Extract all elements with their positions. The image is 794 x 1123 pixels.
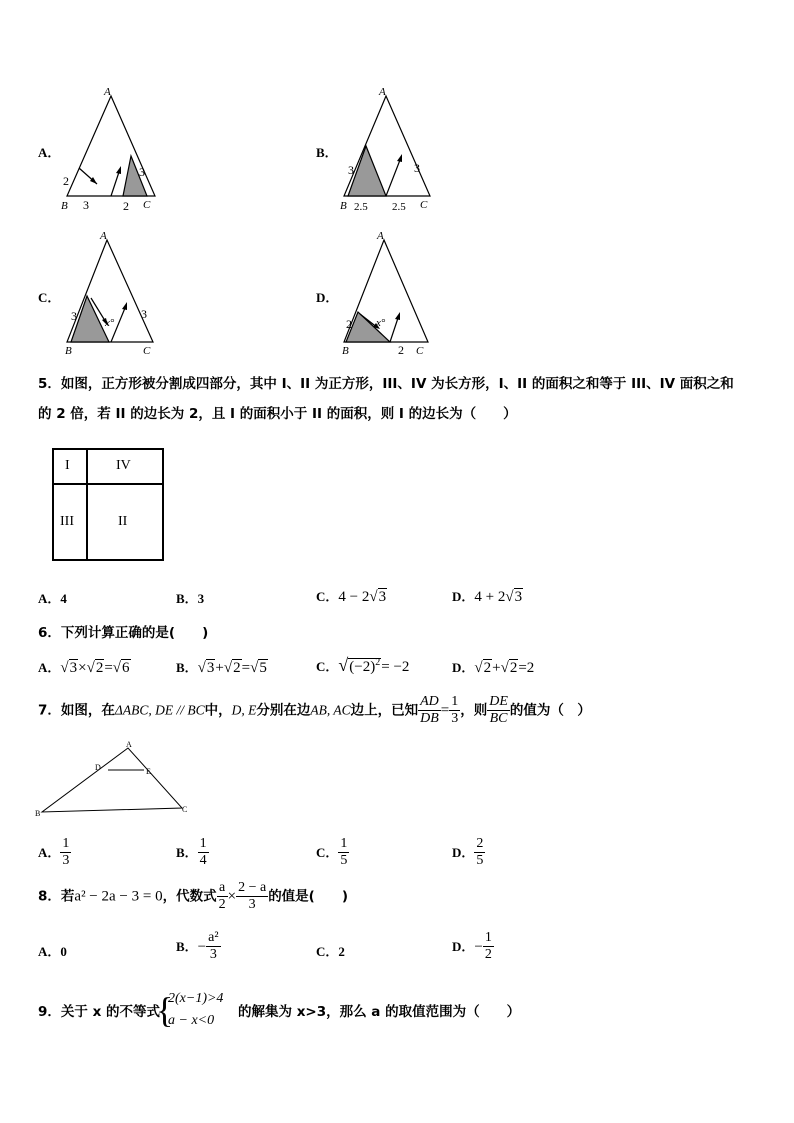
triangle-figure-d <box>334 228 444 358</box>
label-len: 3 <box>348 163 354 177</box>
option-d: D． $\frac{2}{5}$ <box>452 836 484 868</box>
option-c: C．$√(-2)^2= -2$ <box>316 655 410 675</box>
label-b: B <box>35 809 41 818</box>
label-angle: x° <box>376 317 386 329</box>
fraction: $\frac{AD}{DB}$ <box>420 694 439 726</box>
fraction: $\frac{DE}{BC}$ <box>489 694 508 726</box>
label-b: B <box>61 200 68 212</box>
label-angle: x° <box>105 317 115 329</box>
label-len: 2 <box>123 199 129 212</box>
label-len: 3 <box>83 198 89 212</box>
option-c: C． $\frac{1}{5}$ <box>316 836 348 868</box>
label-a: A <box>100 230 107 242</box>
label-len: 3 <box>71 309 77 323</box>
option-a: A．0 <box>38 944 67 959</box>
option-b: B．√3+√2=√5 <box>176 660 267 676</box>
label-len: 3 <box>414 161 420 175</box>
option-letter: A． <box>38 145 61 160</box>
question-5-stem <box>38 374 768 424</box>
label-c: C <box>143 199 151 211</box>
label-len: 3 <box>139 165 145 179</box>
label-len: 3 <box>141 307 147 321</box>
square-figure <box>52 448 164 561</box>
option-letter: D． <box>316 290 339 305</box>
option-letter: B． <box>316 145 338 160</box>
triangle-figure-b <box>334 84 444 212</box>
label-b: B <box>340 200 347 212</box>
label-c: C <box>416 345 424 357</box>
triangle-figure-c <box>55 228 165 358</box>
option-c: C．4 − 2√3 <box>316 589 387 605</box>
cell-label-i: I <box>65 458 70 473</box>
question-7-stem: 7．如图，在ΔABC, DE // BC中，D, E分别在边AB, AC边上，已知 $\frac{AD}{DB}$ = $\frac{1}{3}$ ，则 $\frac{DE}{BC}$ 的值为（ ） <box>38 694 591 726</box>
question-6-stem: 6．下列计算正确的是( ) <box>38 625 209 641</box>
label-c: C <box>182 805 188 814</box>
label-b: B <box>65 345 72 357</box>
option-c: C．2 <box>316 944 345 959</box>
fraction: $\frac{1}{3}$ <box>451 694 459 726</box>
cell-label-iii: III <box>60 514 74 529</box>
option-d: D．− $\frac{1}{2}$ <box>452 930 492 962</box>
label-len: 2 <box>346 317 352 331</box>
option-a: A．4 <box>38 591 67 606</box>
label-a: A <box>104 86 111 98</box>
cell-label-iv: IV <box>116 458 131 473</box>
label-len: 2.5 <box>354 201 368 212</box>
label-c: C <box>143 345 151 357</box>
triangle-abc-figure <box>32 738 202 822</box>
option-d: D．√2+√2=2 <box>452 660 535 676</box>
question-8-stem: 8．若a² − 2a − 3 = 0，代数式 $\frac{a}{2}$ × $\frac{2 - a}{3}$ 的值是( ) <box>38 880 349 912</box>
triangle-figure-a <box>55 84 165 212</box>
label-b: B <box>342 345 349 357</box>
cell-label-ii: II <box>118 514 128 529</box>
option-b: B．3 <box>176 591 205 606</box>
question-9-stem: 9．关于 x 的不等式 <box>38 1004 161 1020</box>
option-b: B． $\frac{1}{4}$ <box>176 836 207 868</box>
option-b: B．− $\frac{\text{a²}}{3}$ <box>176 930 219 962</box>
label-len: 2 <box>398 343 404 357</box>
inequality-system: { 2(x−1)>4 a − x<0 <box>156 990 224 1030</box>
option-a: A． $\frac{1}{3}$ <box>38 836 70 868</box>
label-d: D <box>95 763 101 772</box>
stem-line: 的 2 倍，若 II 的边长为 2，且 I 的面积小于 II 的面积，则 I 的边长为（ ） <box>38 406 517 422</box>
stem-line: 5．如图，正方形被分割成四部分，其中 I、II 为正方形，III、IV 为长方形，I、II 的面积之和等于 III、IV 面积之和 <box>38 376 734 392</box>
option-letter: C． <box>38 290 61 305</box>
label-a: A <box>379 86 386 98</box>
label-c: C <box>420 199 428 211</box>
label-a: A <box>126 740 132 749</box>
question-9-stem-end: 的解集为 x>3，那么 a 的取值范围为（ ） <box>238 1004 521 1020</box>
label-len: 2.5 <box>392 201 406 212</box>
label-a: A <box>377 230 384 242</box>
option-d: D．4 + 2√3 <box>452 589 523 605</box>
label-len: 2 <box>63 174 69 188</box>
label-e: E <box>146 767 151 776</box>
option-a: A．√3×√2=√6 <box>38 660 130 676</box>
